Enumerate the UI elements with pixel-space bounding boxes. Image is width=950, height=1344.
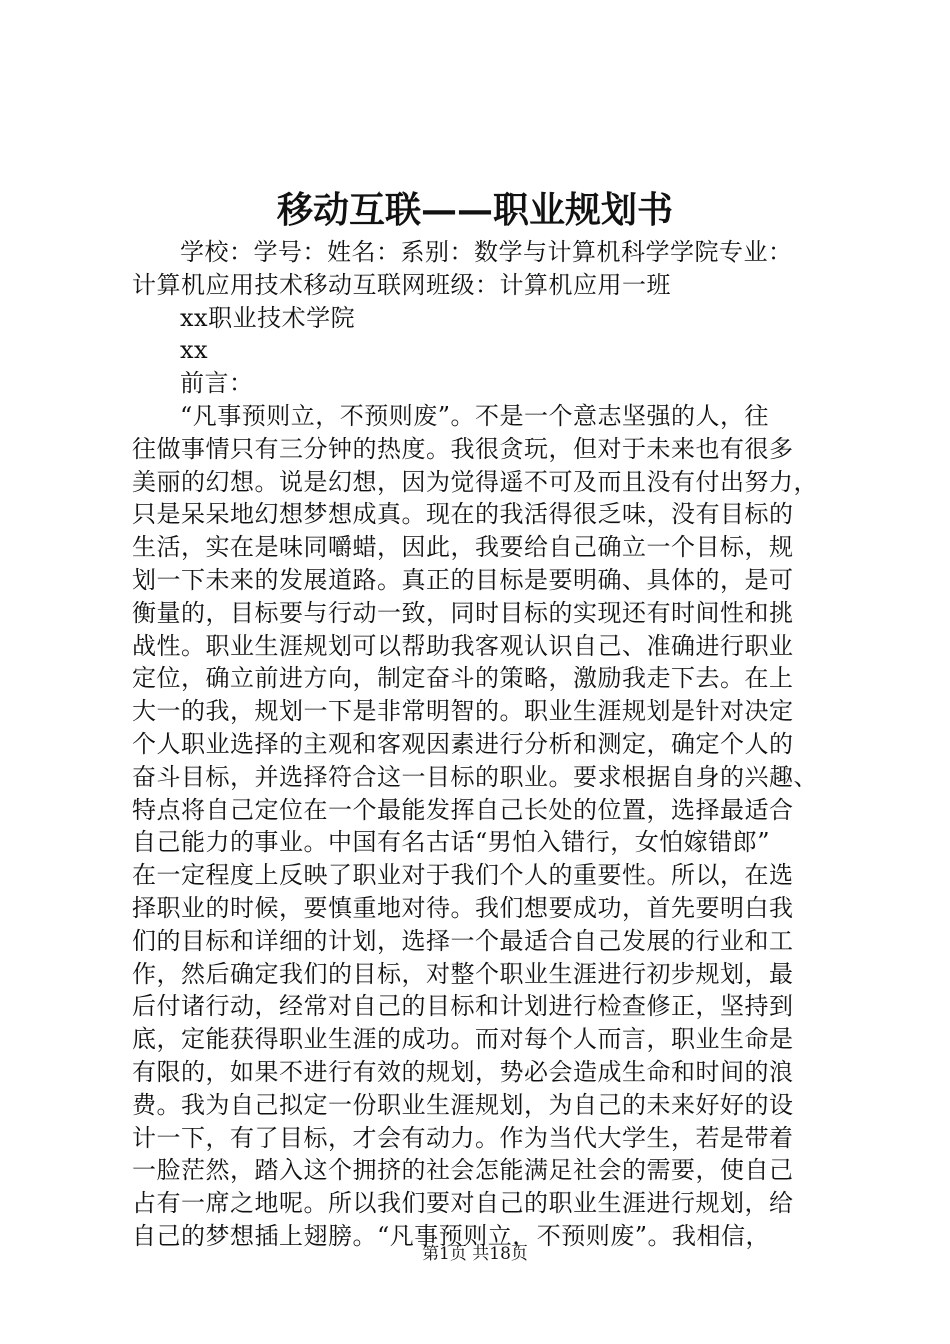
paragraph-line: “凡事预则立，不预则废”。不是一个意志坚强的人，往: [180, 401, 770, 430]
paragraph-line: 择职业的时候，要慎重地对待。我们想要成功，首先要明白我: [132, 893, 794, 922]
paragraph-line: 底，定能获得职业生涯的成功。而对每个人而言，职业生命是: [132, 1025, 794, 1054]
header-line: xx: [180, 336, 209, 365]
paragraph-line: 只是呆呆地幻想梦想成真。现在的我活得很乏味，没有目标的: [132, 500, 794, 529]
paragraph-line: 在一定程度上反映了职业对于我们个人的重要性。所以，在选: [132, 861, 794, 890]
header-line: 前言：: [180, 369, 254, 398]
page-footer: 第1页 共18页: [422, 1244, 528, 1264]
paragraph-line: 衡量的，目标要与行动一致，同时目标的实现还有时间性和挑: [132, 598, 794, 627]
paragraph-line: 定位，确立前进方向，制定奋斗的策略，激励我走下去。在上: [132, 664, 794, 693]
paragraph-line: 美丽的幻想。说是幻想，因为觉得遥不可及而且没有付出努力，: [132, 467, 818, 496]
paragraph-line: 自己能力的事业。中国有名古话“男怕入错行，女怕嫁错郎”: [132, 828, 771, 857]
paragraph-line: 战性。职业生涯规划可以帮助我客观认识自己、准确进行职业: [132, 631, 794, 660]
paragraph-line: 往做事情只有三分钟的热度。我很贪玩，但对于未来也有很多: [132, 434, 794, 463]
header-line: 计算机应用技术移动互联网班级：计算机应用一班: [132, 270, 671, 299]
paragraph-line: 划一下未来的发展道路。真正的目标是要明确、具体的，是可: [132, 565, 794, 594]
paragraph-line: 占有一席之地呢。所以我们要对自己的职业生涯进行规划，给: [132, 1189, 794, 1218]
paragraph-line: 计一下，有了目标，才会有动力。作为当代大学生，若是带着: [132, 1123, 794, 1152]
paragraph-line: 个人职业选择的主观和客观因素进行分析和测定，确定个人的: [132, 729, 794, 758]
paragraph-line: 一脸茫然，踏入这个拥挤的社会怎能满足社会的需要，使自己: [132, 1156, 794, 1185]
header-line: 学校：学号：姓名：系别：数学与计算机科学学院专业：: [180, 238, 793, 266]
paragraph-line: 作，然后确定我们的目标，对整个职业生涯进行初步规划，最: [132, 959, 794, 988]
document-body: [132, 236, 832, 1253]
paragraph-line: 生活，实在是味同嚼蜡，因此，我要给自己确立一个目标，规: [132, 533, 794, 562]
paragraph-line: 有限的，如果不进行有效的规划，势必会造成生命和时间的浪: [132, 1057, 794, 1086]
document-title: 移动互联——职业规划书: [276, 189, 673, 231]
header-line: xx职业技术学院: [180, 303, 356, 332]
paragraph-line: 奋斗目标，并选择符合这一目标的职业。要求根据自身的兴趣、: [132, 762, 818, 791]
paragraph-line: 费。我为自己拟定一份职业生涯规划，为自己的未来好好的设: [132, 1090, 794, 1119]
paragraph-line: 大一的我，规划一下是非常明智的。职业生涯规划是针对决定: [132, 697, 794, 726]
paragraph-line: 们的目标和详细的计划，选择一个最适合自己发展的行业和工: [132, 926, 794, 955]
paragraph-line: 自己的梦想插上翅膀。“凡事预则立，不预则废”。我相信，: [132, 1221, 771, 1250]
paragraph-line: 特点将自己定位在一个最能发挥自己长处的位置，选择最适合: [132, 795, 794, 824]
paragraph-line: 后付诸行动，经常对自己的目标和计划进行检查修正，坚持到: [132, 992, 794, 1021]
